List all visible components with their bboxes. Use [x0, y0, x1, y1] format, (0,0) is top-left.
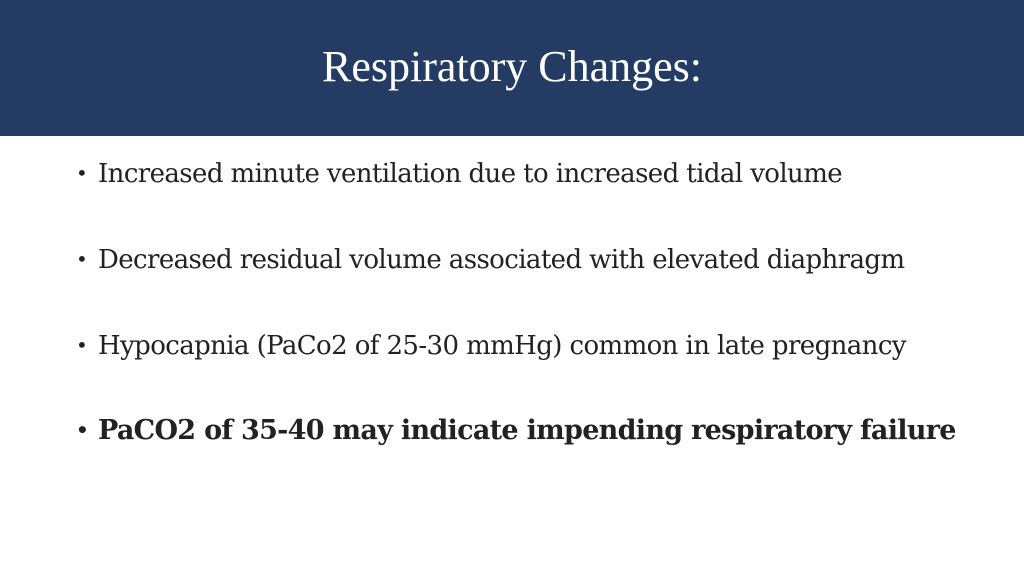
bullet-item — [76, 328, 1016, 363]
bullet-text: Hypocapnia (PaCo2 of 25-30 mmHg) common in late pregnancy — [98, 331, 906, 361]
bullet-icon: • — [76, 333, 88, 357]
bullet-icon: • — [76, 247, 88, 271]
bullet-text: Decreased residual volume associated with elevated diaphragm — [98, 245, 905, 275]
bullet-text: Increased minute ventilation due to increased tidal volume — [98, 159, 843, 189]
bullet-icon: • — [76, 418, 89, 442]
slide-title: Respiratory Changes: — [321, 42, 703, 91]
bullet-text: PaCO2 of 35-40 may indicate impending respiratory failure — [98, 415, 956, 446]
bullet-icon: • — [76, 161, 88, 185]
bullet-item-emphasized — [76, 413, 1016, 448]
bullet-item — [76, 156, 1016, 191]
bullet-item — [76, 242, 1016, 277]
